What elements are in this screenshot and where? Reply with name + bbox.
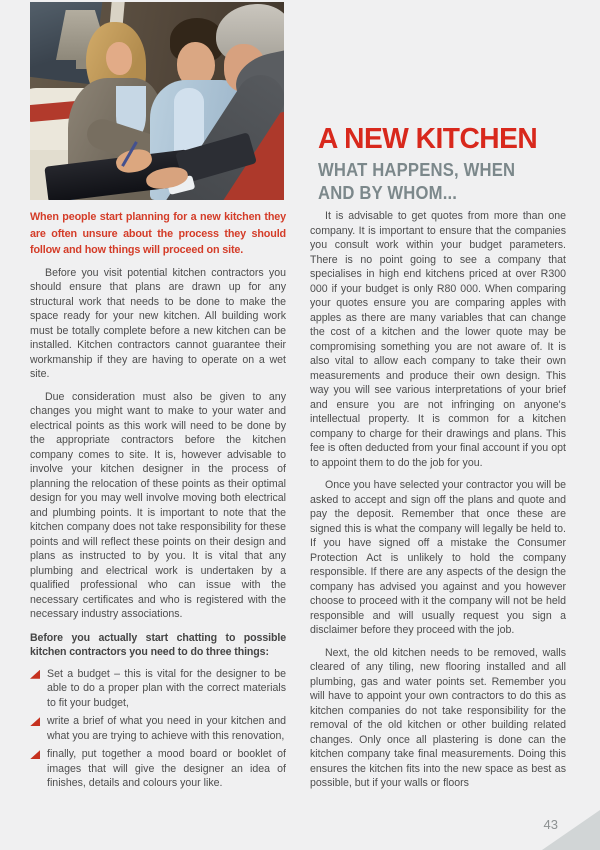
list-item bbox=[30, 667, 286, 711]
subheading: Before you actually start chatting to possible kitchen contractors you need to do three things: bbox=[30, 631, 286, 659]
subtitle-line-2: AND BY WHOM... bbox=[318, 182, 458, 203]
body-paragraph: Next, the old kitchen needs to be removed, walls cleared of any tiling, new flooring installed and all plumbing, gas and water points set. Remember you will have to appoint your own contractors to do this as kitchen companies do not take responsibility for the removal of the old kitchen or other building related changes. Only once all plastering is done can the kitchen company take final measurements. Doing this ensures the kitchen fits into the new space as best as possible, but if your walls or floors bbox=[310, 646, 566, 789]
article-header bbox=[318, 122, 580, 204]
consultation-photo bbox=[30, 2, 284, 200]
bullet-triangle-icon bbox=[30, 670, 40, 679]
article-title: A NEW KITCHEN bbox=[318, 123, 538, 155]
photo-woman-face bbox=[106, 42, 132, 75]
article-subtitle bbox=[318, 158, 554, 204]
body-paragraph: It is advisable to get quotes from more than one company. It is important to ensure that the companies you consult work within your budget parameters. There is no point going to see a company that specialises in high end kitchens priced at over R300 000 if your budget is only R80 000. When comparing your quotes ensure you are comparing apples with apples as there are many variables that can change the cost of a kitchen and the lower quote may be compromising something you are not aware of. It is also vital to allow each company to take their own measurements and produce their own design. This way you will see various interpretations of your brief and ensure you are not infringing on anyone's intellectual property. It is common for a kitchen company to charge for their drawings and plans. This fee is often deducted from your final account if you opt to appoint them to do the job for you. bbox=[310, 210, 566, 469]
bullet-text: write a brief of what you need in your kitchen and what you are trying to achieve with this renovation, bbox=[47, 715, 286, 742]
page-number: 43 bbox=[543, 817, 558, 832]
bullet-triangle-icon bbox=[30, 717, 40, 726]
body-paragraph: Once you have selected your contractor you will be asked to accept and sign off the plans and quote and pay the deposit. Remember that once these are signed this is what the company will legally be held to. If you have signed off a mistake the Consumer Protection Act is unlikely to hold the company responsible. If there are any aspects of the design the company has advised you against and you however choose to proceed with it the company will not be held responsible and will usually request you sign a disclaimer before they proceed with the job. bbox=[310, 479, 566, 636]
bullet-text: finally, put together a mood board or booklet of images that will give the designer an idea of finishes, details and colours your like. bbox=[47, 748, 286, 790]
list-item bbox=[30, 747, 286, 791]
list-item bbox=[30, 714, 286, 743]
body-paragraph: Due consideration must also be given to any changes you might want to make to your water and electrical points as this work will need to be done by the appropriate contractors before the kitchen company comes to site. It is, however advisable to involve your kitchen designer in the process of planning the relocation of these points as their optimal design for you may well involve moving both electrical and plumbing points. It is important to note that the kitchen company does not take responsibility for these points and will reflect these points on their design and plans as instructed to by you. It is vital that any plumbing and electrical work is undertaken by a qualified professional who can issue with the necessary certificates and who is registered with the necessary industry associations. bbox=[30, 390, 286, 621]
bullet-triangle-icon bbox=[30, 750, 40, 759]
left-column bbox=[30, 209, 286, 795]
intro-paragraph: When people start planning for a new kitchen they are often unsure about the process they should follow and how things will proceed on site. bbox=[30, 211, 286, 257]
body-paragraph: Before you visit potential kitchen contractors you should ensure that plans are drawn up for any structural work that needs to be done to make the space ready for your new kitchen. All building work must be totally complete before a new kitchen can be installed. Kitchen contractors cannot guarantee their workmanship if they are having to operate on a wet site. bbox=[30, 266, 286, 381]
right-column bbox=[310, 209, 566, 799]
subtitle-line-1: WHAT HAPPENS, WHEN bbox=[318, 159, 516, 180]
bullet-text: Set a budget – this is vital for the designer to be able to do a proper plan with the correct materials to fit your budget, bbox=[47, 667, 286, 709]
three-things-list bbox=[30, 667, 286, 791]
